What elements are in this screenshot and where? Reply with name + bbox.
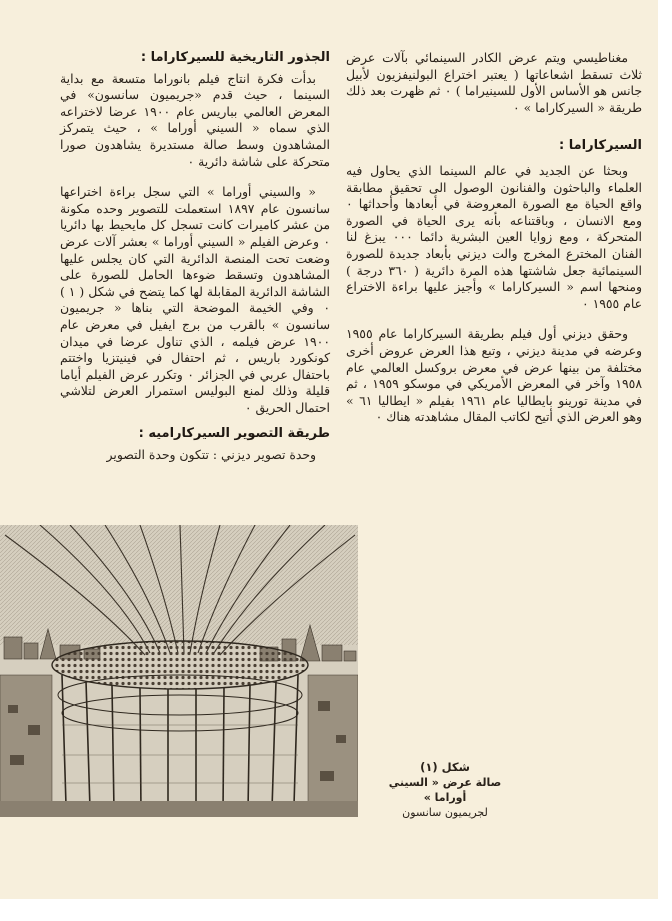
left-text-column: [60, 50, 330, 478]
scan-margin-bottom: [0, 899, 672, 921]
right-text-column: [346, 50, 642, 440]
right-paragraph-3: وحقق ديزني أول فيلم بطريقة السيركاراما عام ١٩٥٥ وعرضه في مدينة ديزني ، وتبع هذا العرض عروض أخرى مختلفة من بينها عرض في معرض بروكسل العالمي عام ١٩٥٨ وآخر في المعرض الأمريكي في موسكو ١٩٥٩ ، ثم في مدينة تورينو بايطاليا عام ١٩٦١ بفيلم « ايطاليا ٦١ » وهو العرض الذي أتيح لكاتب المقال مشاهدته هناك ٠: [346, 326, 642, 425]
left-paragraph-1: بدأت فكرة انتاج فيلم بانوراما متسعة مع بداية السينما ، حيث قدم «جريميون سانسون» في المعرض العالمي بباريس عام ١٩٠٠ عرضا لاختراعه الذي سماه « السيني أوراما » ، حيث يتمركز المشاهدون وسط صالة مستديرة يشاهدون صورا متحركة على شاشة دائرية ٠: [60, 70, 330, 169]
caption-author: لجريميون سانسون: [402, 806, 488, 819]
caption-title: صالة عرض « السيني أوراما »: [388, 776, 502, 804]
left-paragraph-2: « والسيني أوراما » التي سجل براءة اختراعها سانسون عام ١٨٩٧ استعملت للتصوير وحده مكونة من عشر كاميرات كانت تسجل كل مايحيط بها دائريا ٠ وعرض الفيلم « السيني أوراما » بعشر آلات عرض وضعت تحت المنصة الدائرية التي كان يجلس عليها المشاهدون وتسقط ضوءها الحامل للصورة على الشاشة الدائرية المقابلة لها كما يتضح في شكل ( ١ ) ٠ وفي الخيمة الموضحة التي بناها « جريميون سانسون » بالقرب من برج ايفيل في معرض عام ١٩٠٠ عرض فيلمه ، الذي تناول عرضا في ميدان كونكورد باريس ، ثم احتفال في فينيتزيا واختتم باحتفال عربي في الجزائر ٠ وتكرر عرض الفيلم أياما قليلة وذلك لمنع البوليس استمرار العرض لتلاشي احتمال الحريق ٠: [60, 184, 330, 415]
scan-margin-right: [658, 0, 672, 921]
right-paragraph-2: وبحثا عن الجديد في عالم السينما الذي يحاول فيه العلماء والباحثون والفنانون الوصول الى تحقيق مطابقة واقع الحياة مع الصورة المعروضة في أبعادها وأحداثها ٠ ومع الانسان ، وباقتناعه بأنه يرى الحياة في الصورة المتحركة ، ومع زوايا العين البشرية دائما ٠٠٠ يبزغ لنا الفنان المخترع المخرج والت ديزني بأبعاد جديدة للصورة السينمائية جعل شاشتها هذه المرة دائرية ( ٣٦٠ درجة ) ومنحها اسم « السيركاراما » وأجيز عليها براءة الاختراع عام ١٩٥٥ ٠: [346, 162, 642, 311]
figure-caption: [380, 760, 510, 820]
section-heading-historical-roots: الجذور التاريخية للسيركاراما :: [140, 50, 330, 65]
right-paragraph-1: مغناطيسي ويتم عرض الكادر السينمائي بآلات عرض ثلاث تسقط اشعاعاتها ( يعتبر اختراع البولنيفزيون لأبيل جانس هو الأساس الأول للسينيراما ) ٠ ثم ظهرت بعد ذلك طريقة « السيركاراما » ٠: [346, 50, 642, 115]
left-paragraph-3: وحدة تصوير ديزني : تتكون وحدة التصوير: [106, 447, 316, 463]
caption-figure-number: شكل (١): [420, 760, 470, 774]
cineorama-engraving: [0, 525, 358, 817]
section-heading-shooting-method: طريقة التصوير السيركاراميه :: [138, 426, 330, 442]
section-heading-cyclorama: السيركاراما :: [559, 138, 642, 154]
figure-cineorama-illustration: [0, 525, 358, 817]
